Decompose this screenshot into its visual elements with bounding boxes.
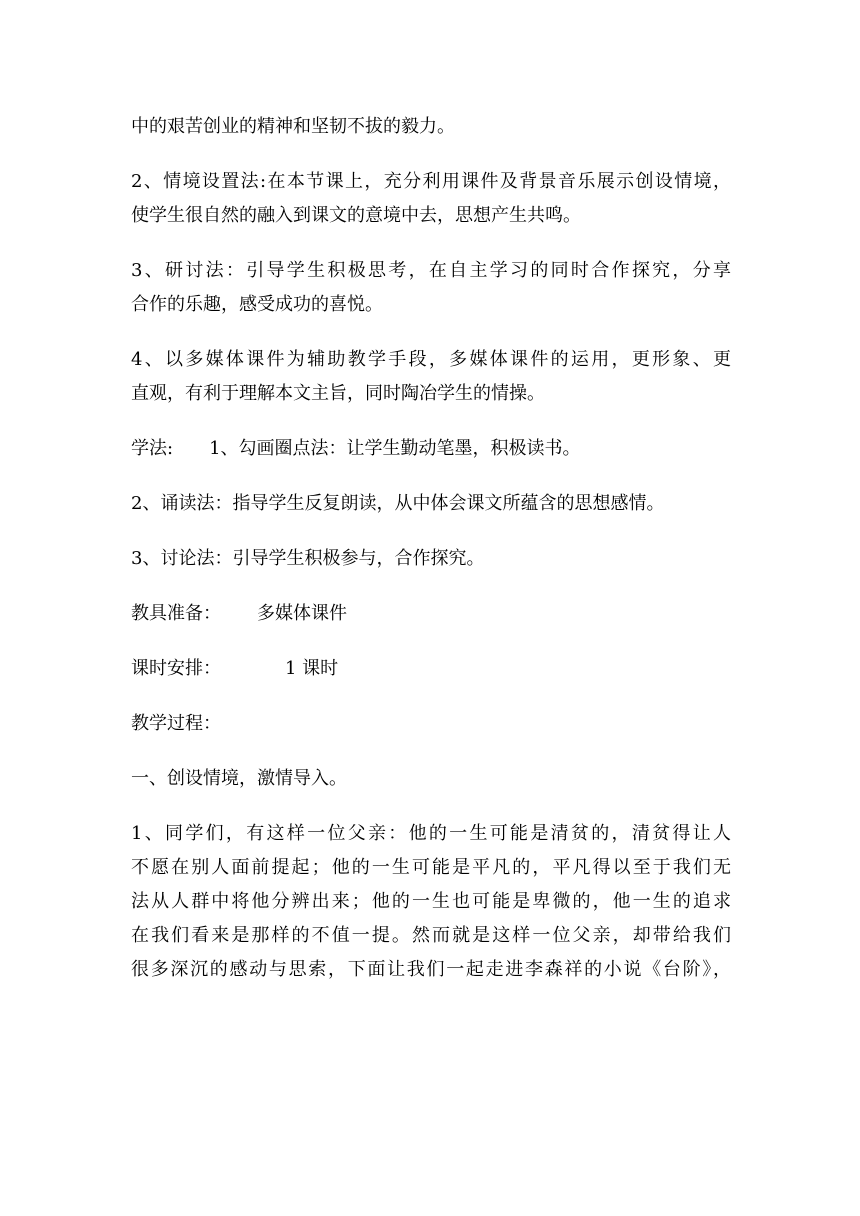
text-line <box>131 652 731 686</box>
text-line <box>131 597 731 631</box>
text-line: 2、诵读法：指导学生反复朗读，从中体会课文所蕴含的思想感情。 <box>131 493 665 514</box>
text-line <box>131 432 731 466</box>
study-methods-value: 1、勾画圈点法：让学生勤动笔墨，积极读书。 <box>209 438 581 459</box>
study-methods-label: 学法: <box>131 438 174 459</box>
section-heading: 教学过程： <box>131 713 221 734</box>
paragraph-multimedia <box>131 343 731 411</box>
text-line: 中的艰苦创业的精神和坚韧不拔的毅力。 <box>131 116 455 137</box>
paragraph-talk-method <box>131 542 731 576</box>
paragraph-introduction <box>131 817 731 987</box>
paragraph-teaching-aids <box>131 597 731 631</box>
text-line: 合作的乐趣，感受成功的喜悦。 <box>131 294 383 315</box>
paragraph-discussion-method <box>131 254 731 322</box>
paragraph-situation-method <box>131 165 731 233</box>
text-line: 法从人群中将他分辨出来；他的一生也可能是卑微的，他一生的追求 <box>131 891 731 912</box>
paragraph-class-hours <box>131 652 731 686</box>
text-line: 使学生很自然的融入到课文的意境中去，思想产生共鸣。 <box>131 205 581 226</box>
text-line: 3、讨论法：引导学生积极参与，合作探究。 <box>131 548 485 569</box>
class-hours-value: 1 课时 <box>285 658 339 679</box>
text-line: 很多深沉的感动与思索，下面让我们一起走进李森祥的小说《台阶》， <box>131 959 731 980</box>
paragraph-study-methods <box>131 432 731 466</box>
text-line: 直观，有利于理解本文主旨，同时陶冶学生的情操。 <box>131 383 545 404</box>
text-line: 1、同学们，有这样一位父亲：他的一生可能是清贫的，清贫得让人 <box>131 823 731 844</box>
text-line: 3、研讨法：引导学生积极思考，在自主学习的同时合作探究，分享 <box>131 260 731 281</box>
text-line: 4、以多媒体课件为辅助教学手段，多媒体课件的运用，更形象、更 <box>131 349 731 370</box>
text-line: 不愿在别人面前提起；他的一生可能是平凡的，平凡得以至于我们无 <box>131 857 731 878</box>
paragraph-part-one <box>131 762 731 796</box>
paragraph-reading-method <box>131 487 731 521</box>
section-heading: 一、创设情境，激情导入。 <box>131 768 347 789</box>
teaching-aids-label: 教具准备： <box>131 603 221 624</box>
paragraph-teaching-process <box>131 707 731 741</box>
text-line: 在我们看来是那样的不值一提。然而就是这样一位父亲，却带给我们 <box>131 925 731 946</box>
paragraph-spirit <box>131 110 731 144</box>
text-line: 2、情境设置法:在本节课上，充分利用课件及背景音乐展示创设情境， <box>131 171 731 192</box>
teaching-aids-value: 多媒体课件 <box>257 603 347 624</box>
class-hours-label: 课时安排： <box>131 658 221 679</box>
document-body <box>131 110 731 1008</box>
